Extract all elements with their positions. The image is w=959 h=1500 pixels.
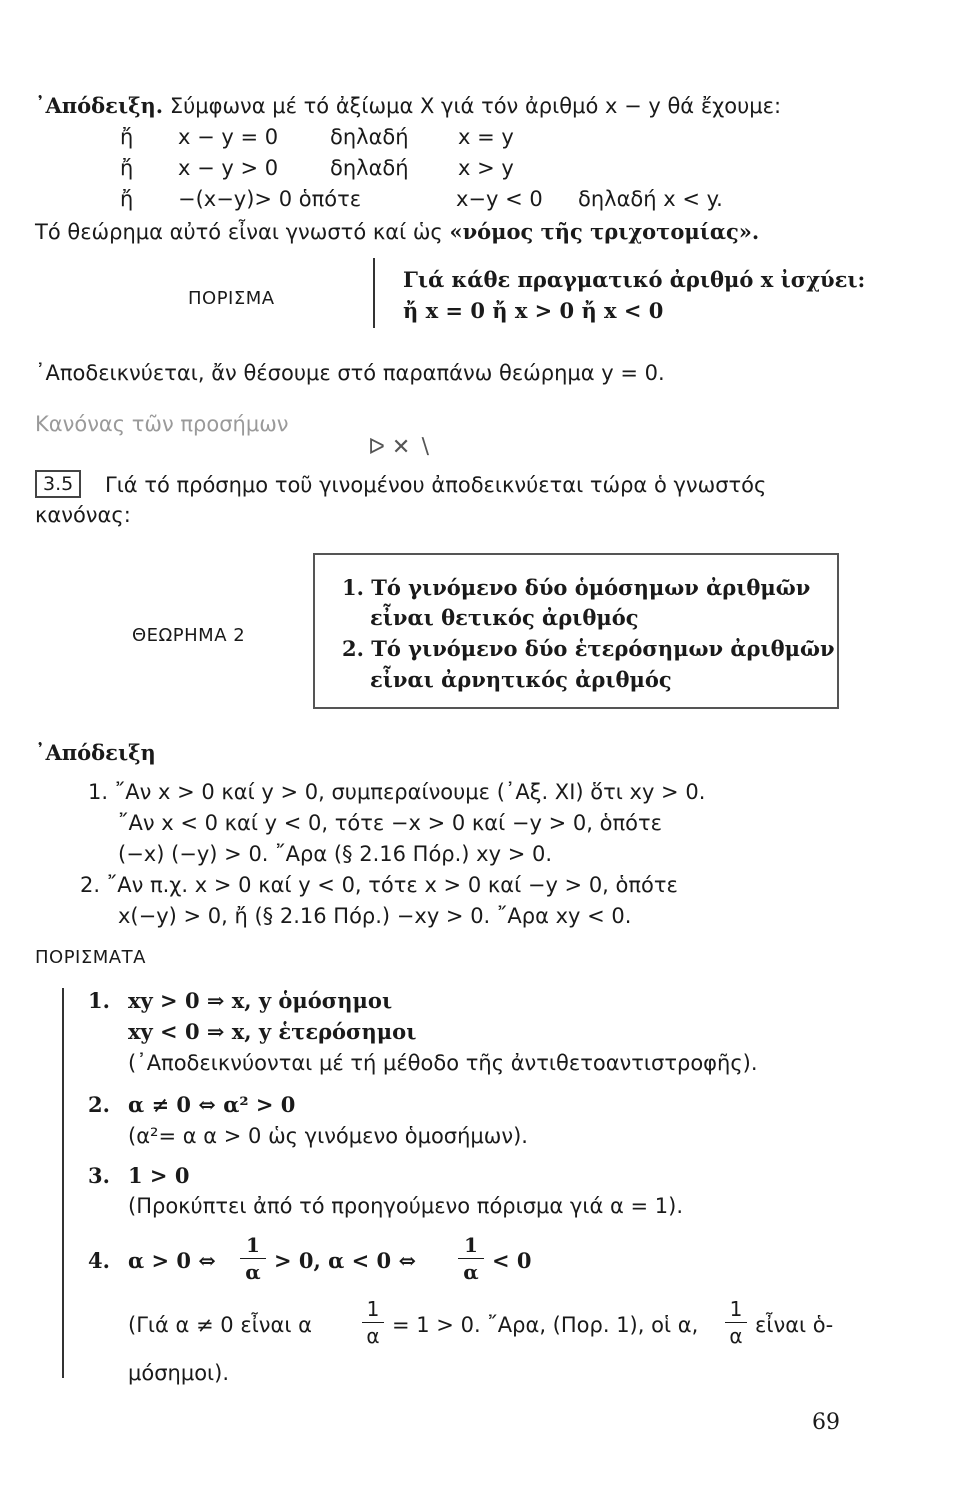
signs-section-title: Κανόνας τῶν προσήμων <box>35 412 289 436</box>
case-word: x−y < 0 <box>456 187 543 211</box>
fraction-one-over-alpha <box>458 1234 484 1283</box>
trichotomy-text: Τό θεώρημα αὐτό εἶναι γνωστό καί ὡς <box>35 220 450 244</box>
case-word: δηλαδή <box>330 125 409 149</box>
corollaries-rule <box>62 988 64 1378</box>
corollary-4-note-part-1: (Γιά α ≠ 0 εἶναι α <box>128 1313 312 1337</box>
corollary-statement: xy < 0 ⇒ x, y ἑτερόσημοι <box>128 1019 417 1044</box>
handwritten-mark: ᐅ ✕ ∖ <box>368 435 432 460</box>
theorem2-item: εἶναι θετικός ἀριθμός <box>370 605 639 630</box>
corollary-4-part-3: < 0 <box>492 1248 532 1273</box>
corollary-note: (᾿Αποδεικνύονται μέ τή μέθοδο τῆς ἀντιθετοαντιστροφῆς). <box>128 1051 758 1075</box>
fraction-bar <box>458 1258 484 1259</box>
corollary-statement: 1 > 0 <box>128 1163 190 1188</box>
fraction-denominator: α <box>366 1324 380 1348</box>
proof2-line: 2. ῎Αν π.χ. x > 0 καί y < 0, τότε x > 0 καί −y > 0, ὁπότε <box>80 873 678 897</box>
theorem2-label: ΘΕΩΡΗΜΑ 2 <box>132 625 246 646</box>
fraction-one-over-alpha <box>240 1234 266 1283</box>
section-3-5-text-2: κανόνας: <box>35 503 131 527</box>
fraction-bar <box>362 1322 384 1323</box>
corollary-4-part-1: α > 0 ⇔ <box>128 1248 216 1273</box>
case-word: δηλαδή <box>330 156 409 180</box>
proof1-intro-line <box>35 93 781 119</box>
corollary-divider <box>373 258 375 328</box>
fraction-numerator: 1 <box>246 1233 260 1257</box>
corollary-4-part-2: > 0, α < 0 ⇔ <box>274 1248 417 1273</box>
fraction-one-over-alpha <box>362 1298 384 1347</box>
case-expr: −(x−y)> 0 ὁπότε <box>178 187 362 211</box>
corollary-number: 2. <box>88 1092 110 1117</box>
case-or: ἤ <box>120 156 134 180</box>
case-or: ἤ <box>120 187 134 211</box>
corollary-number: 1. <box>88 988 110 1013</box>
case-or: ἤ <box>120 125 134 149</box>
fraction-denominator: α <box>729 1324 743 1348</box>
proof2-line: (−x) (−y) > 0. ῎Αρα (§ 2.16 Πόρ.) xy > 0. <box>118 842 553 866</box>
corollary-statement: xy > 0 ⇒ x, y ὁμόσημοι <box>128 988 393 1013</box>
fraction-numerator: 1 <box>366 1297 380 1321</box>
corollary-line2: ἤ x = 0 ἤ x > 0 ἤ x < 0 <box>403 298 664 323</box>
theorem2-item: 2. Τό γινόμενο δύο ἑτερόσημων ἀριθμῶν <box>342 636 835 661</box>
corollary-line1: Γιά κάθε πραγματικό ἀριθμό x ἰσχύει: <box>403 267 866 292</box>
case-expr: x − y = 0 <box>178 125 279 149</box>
proof1-intro: Σύμφωνα μέ τό ἀξίωμα Χ γιά τόν ἀριθμό x − y θά ἔχουμε: <box>169 94 782 118</box>
case-result: δηλαδή x < y. <box>578 187 723 211</box>
corollary-note: (α²= α α > 0 ὡς γινόμενο ὁμοσήμων). <box>128 1124 528 1148</box>
fraction-denominator: α <box>245 1260 261 1284</box>
proof2-heading: ᾿Απόδειξη <box>35 740 156 765</box>
proof2-line: 1. ῎Αν x > 0 καί y > 0, συμπεραίνουμε (᾿Αξ. ΧΙ) ὅτι xy > 0. <box>88 780 706 804</box>
proof2-line: ῎Αν x < 0 καί y < 0, τότε −x > 0 καί −y > 0, ὁπότε <box>118 811 662 835</box>
proven-by-text: ᾿Αποδεικνύεται, ἄν θέσουμε στό παραπάνω θεώρημα y = 0. <box>35 361 665 385</box>
case-result: x = y <box>458 125 514 149</box>
corollaries-label: ΠΟΡΙΣΜΑΤΑ <box>35 947 146 968</box>
proof2-line: x(−y) > 0, ἤ (§ 2.16 Πόρ.) −xy > 0. ῎Αρα xy < 0. <box>118 904 632 928</box>
corollary-note: (Προκύπτει ἀπό τό προηγούμενο πόρισμα γιά α = 1). <box>128 1194 683 1218</box>
corollary-statement: α ≠ 0 ⇔ α² > 0 <box>128 1092 296 1117</box>
corollary-4-note-part-2: = 1 > 0. ῎Αρα, (Πορ. 1), οἱ α, <box>392 1313 699 1337</box>
fraction-bar <box>725 1322 747 1323</box>
corollary-4-note-part-3: εἶναι ὁ- <box>755 1313 834 1337</box>
corollary-4-note-end: μόσημοι). <box>128 1361 230 1385</box>
theorem2-item: 1. Τό γινόμενο δύο ὁμόσημων ἀριθμῶν <box>342 575 811 600</box>
corollary-number: 3. <box>88 1163 110 1188</box>
page-number: 69 <box>812 1410 840 1435</box>
fraction-numerator: 1 <box>464 1233 478 1257</box>
section-3-5-text-1: Γιά τό πρόσημο τοῦ γινομένου ἀποδεικνύεται τώρα ὁ γνωστός <box>105 473 767 497</box>
theorem2-item: εἶναι ἀρνητικός ἀριθμός <box>370 667 672 692</box>
fraction-one-over-alpha <box>725 1298 747 1347</box>
section-number-badge: 3.5 <box>35 470 81 498</box>
corollary-label: ΠΟΡΙΣΜΑ <box>188 288 275 309</box>
fraction-numerator: 1 <box>729 1297 743 1321</box>
proof1-heading: ᾿Απόδειξη. <box>35 93 164 118</box>
trichotomy-law: «νόμος τῆς τριχοτομίας». <box>449 219 760 244</box>
trichotomy-line <box>35 219 759 245</box>
case-result: x > y <box>458 156 514 180</box>
fraction-denominator: α <box>463 1260 479 1284</box>
fraction-bar <box>240 1258 266 1259</box>
corollary-number: 4. <box>88 1248 110 1273</box>
case-expr: x − y > 0 <box>178 156 279 180</box>
